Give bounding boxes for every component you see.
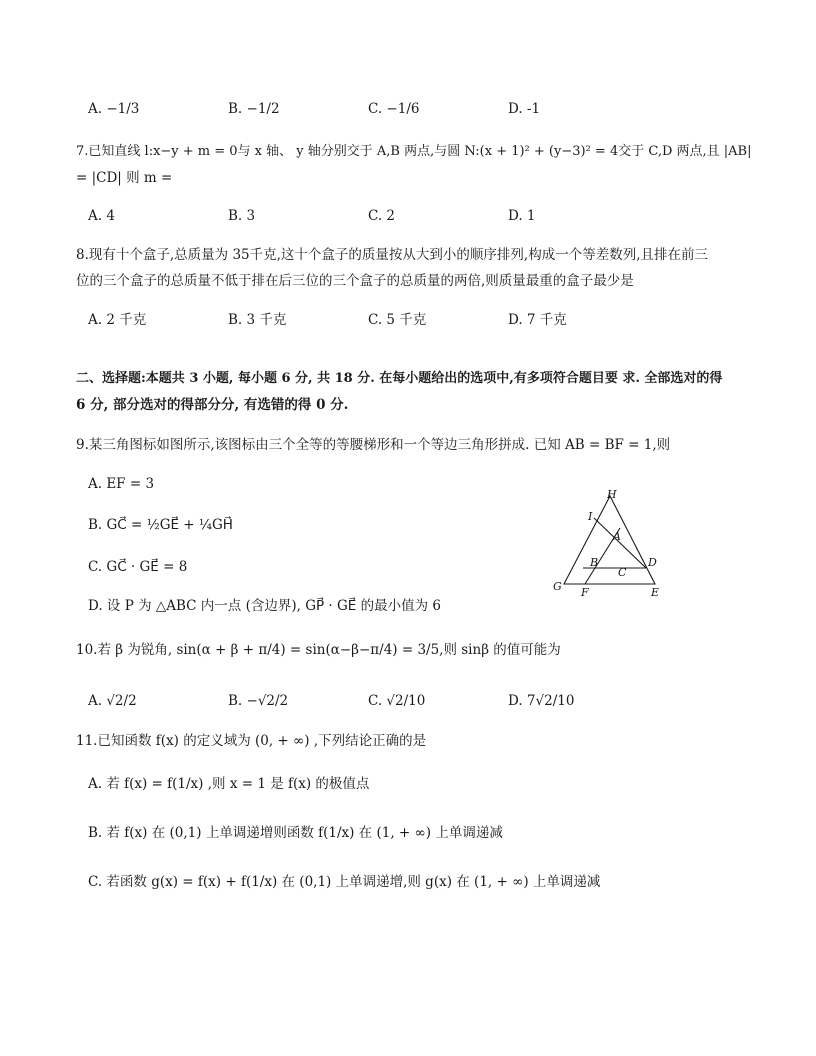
figure-label-d: D [648, 556, 657, 569]
section2-heading-line2: 6 分, 部分选对的得部分分, 有选错的得 0 分. [76, 397, 349, 413]
q8-option-a: A. 2 千克 [88, 312, 147, 328]
figure-label-f: F [581, 586, 589, 599]
q6-option-b: B. −1/2 [228, 101, 280, 117]
q10-option-a: A. √2/2 [88, 693, 137, 709]
outer-triangle [564, 496, 655, 584]
q8-option-d: D. 7 千克 [508, 312, 567, 328]
figure-label-c: C [618, 566, 627, 579]
q10-option-b: B. −√2/2 [228, 693, 289, 709]
figure-label-a: A [613, 530, 621, 543]
q7-stem-line1: 7.已知直线 l:x−y + m = 0与 x 轴、 y 轴分别交于 A,B 两点,与圆 N:(x + 1)² + (y−3)² = 4交于 C,D 两点,且 |AB| [76, 144, 752, 159]
q7-option-a: A. 4 [88, 208, 115, 224]
q6-option-a: A. −1/3 [88, 101, 140, 117]
q10-stem: 10.若 β 为锐角, sin(α + β + π/4) = sin(α−β−π/4) = 3/5,则 sinβ 的值可能为 [76, 642, 561, 658]
figure-label-h: H [607, 488, 617, 501]
q8-stem-line2: 位的三个盒子的总质量不低于排在后三位的三个盒子的总质量的两倍,则质量最重的盒子最少是 [76, 273, 634, 289]
line-i-d [594, 518, 646, 568]
triangle-figure-svg [548, 488, 668, 600]
q8-stem-line1: 8.现有十个盒子,总质量为 35千克,这十个盒子的质量按从大到小的顺序排列,构成一个等差数列,且排在前三 [76, 247, 709, 263]
section2-heading-line1: 二、选择题:本题共 3 小题, 每小题 6 分, 共 18 分. 在每小题给出的选项中,有多项符合题目要 求. 全部选对的得 [76, 371, 723, 386]
q9-option-b: B. GC⃗ = ½GE⃗ + ¼GH⃗ [88, 517, 233, 533]
q6-option-c: C. −1/6 [368, 101, 420, 117]
q8-option-b: B. 3 千克 [228, 312, 287, 328]
figure-label-g: G [553, 580, 562, 593]
q11-option-a: A. 若 f(x) = f(1/x) ,则 x = 1 是 f(x) 的极值点 [88, 776, 370, 792]
figure-label-i: I [588, 510, 593, 523]
q11-stem: 11.已知函数 f(x) 的定义域为 (0, + ∞) ,下列结论正确的是 [76, 733, 427, 749]
q9-stem: 9.某三角图标如图所示,该图标由三个全等的等腰梯形和一个等边三角形拼成. 已知 AB = BF = 1,则 [76, 437, 671, 453]
q7-option-c: C. 2 [368, 208, 396, 224]
figure-label-b: B [590, 556, 599, 569]
figure-label-e: E [651, 586, 660, 599]
q10-option-d: D. 7√2/10 [508, 693, 575, 709]
q11-option-b: B. 若 f(x) 在 (0,1) 上单调递增则函数 f(1/x) 在 (1, + ∞) 上单调递减 [88, 825, 503, 841]
q9-option-a: A. EF = 3 [88, 476, 155, 492]
q11-option-c: C. 若函数 g(x) = f(x) + f(1/x) 在 (0,1) 上单调递增,则 g(x) 在 (1, + ∞) 上单调递减 [88, 874, 601, 890]
q7-option-b: B. 3 [228, 208, 256, 224]
q7-stem-line2: = |CD| 则 m = [76, 170, 173, 186]
q9-option-d: D. 设 P 为 △ABC 内一点 (含边界), GP⃗ · GE⃗ 的最小值为 6 [88, 598, 441, 614]
q7-option-d: D. 1 [508, 208, 536, 224]
q9-option-c: C. GC⃗ · GE⃗ = 8 [88, 559, 188, 575]
q6-option-d: D. -1 [508, 101, 541, 117]
q10-option-c: C. √2/10 [368, 693, 426, 709]
q8-option-c: C. 5 千克 [368, 312, 427, 328]
triangle-figure [548, 488, 668, 600]
